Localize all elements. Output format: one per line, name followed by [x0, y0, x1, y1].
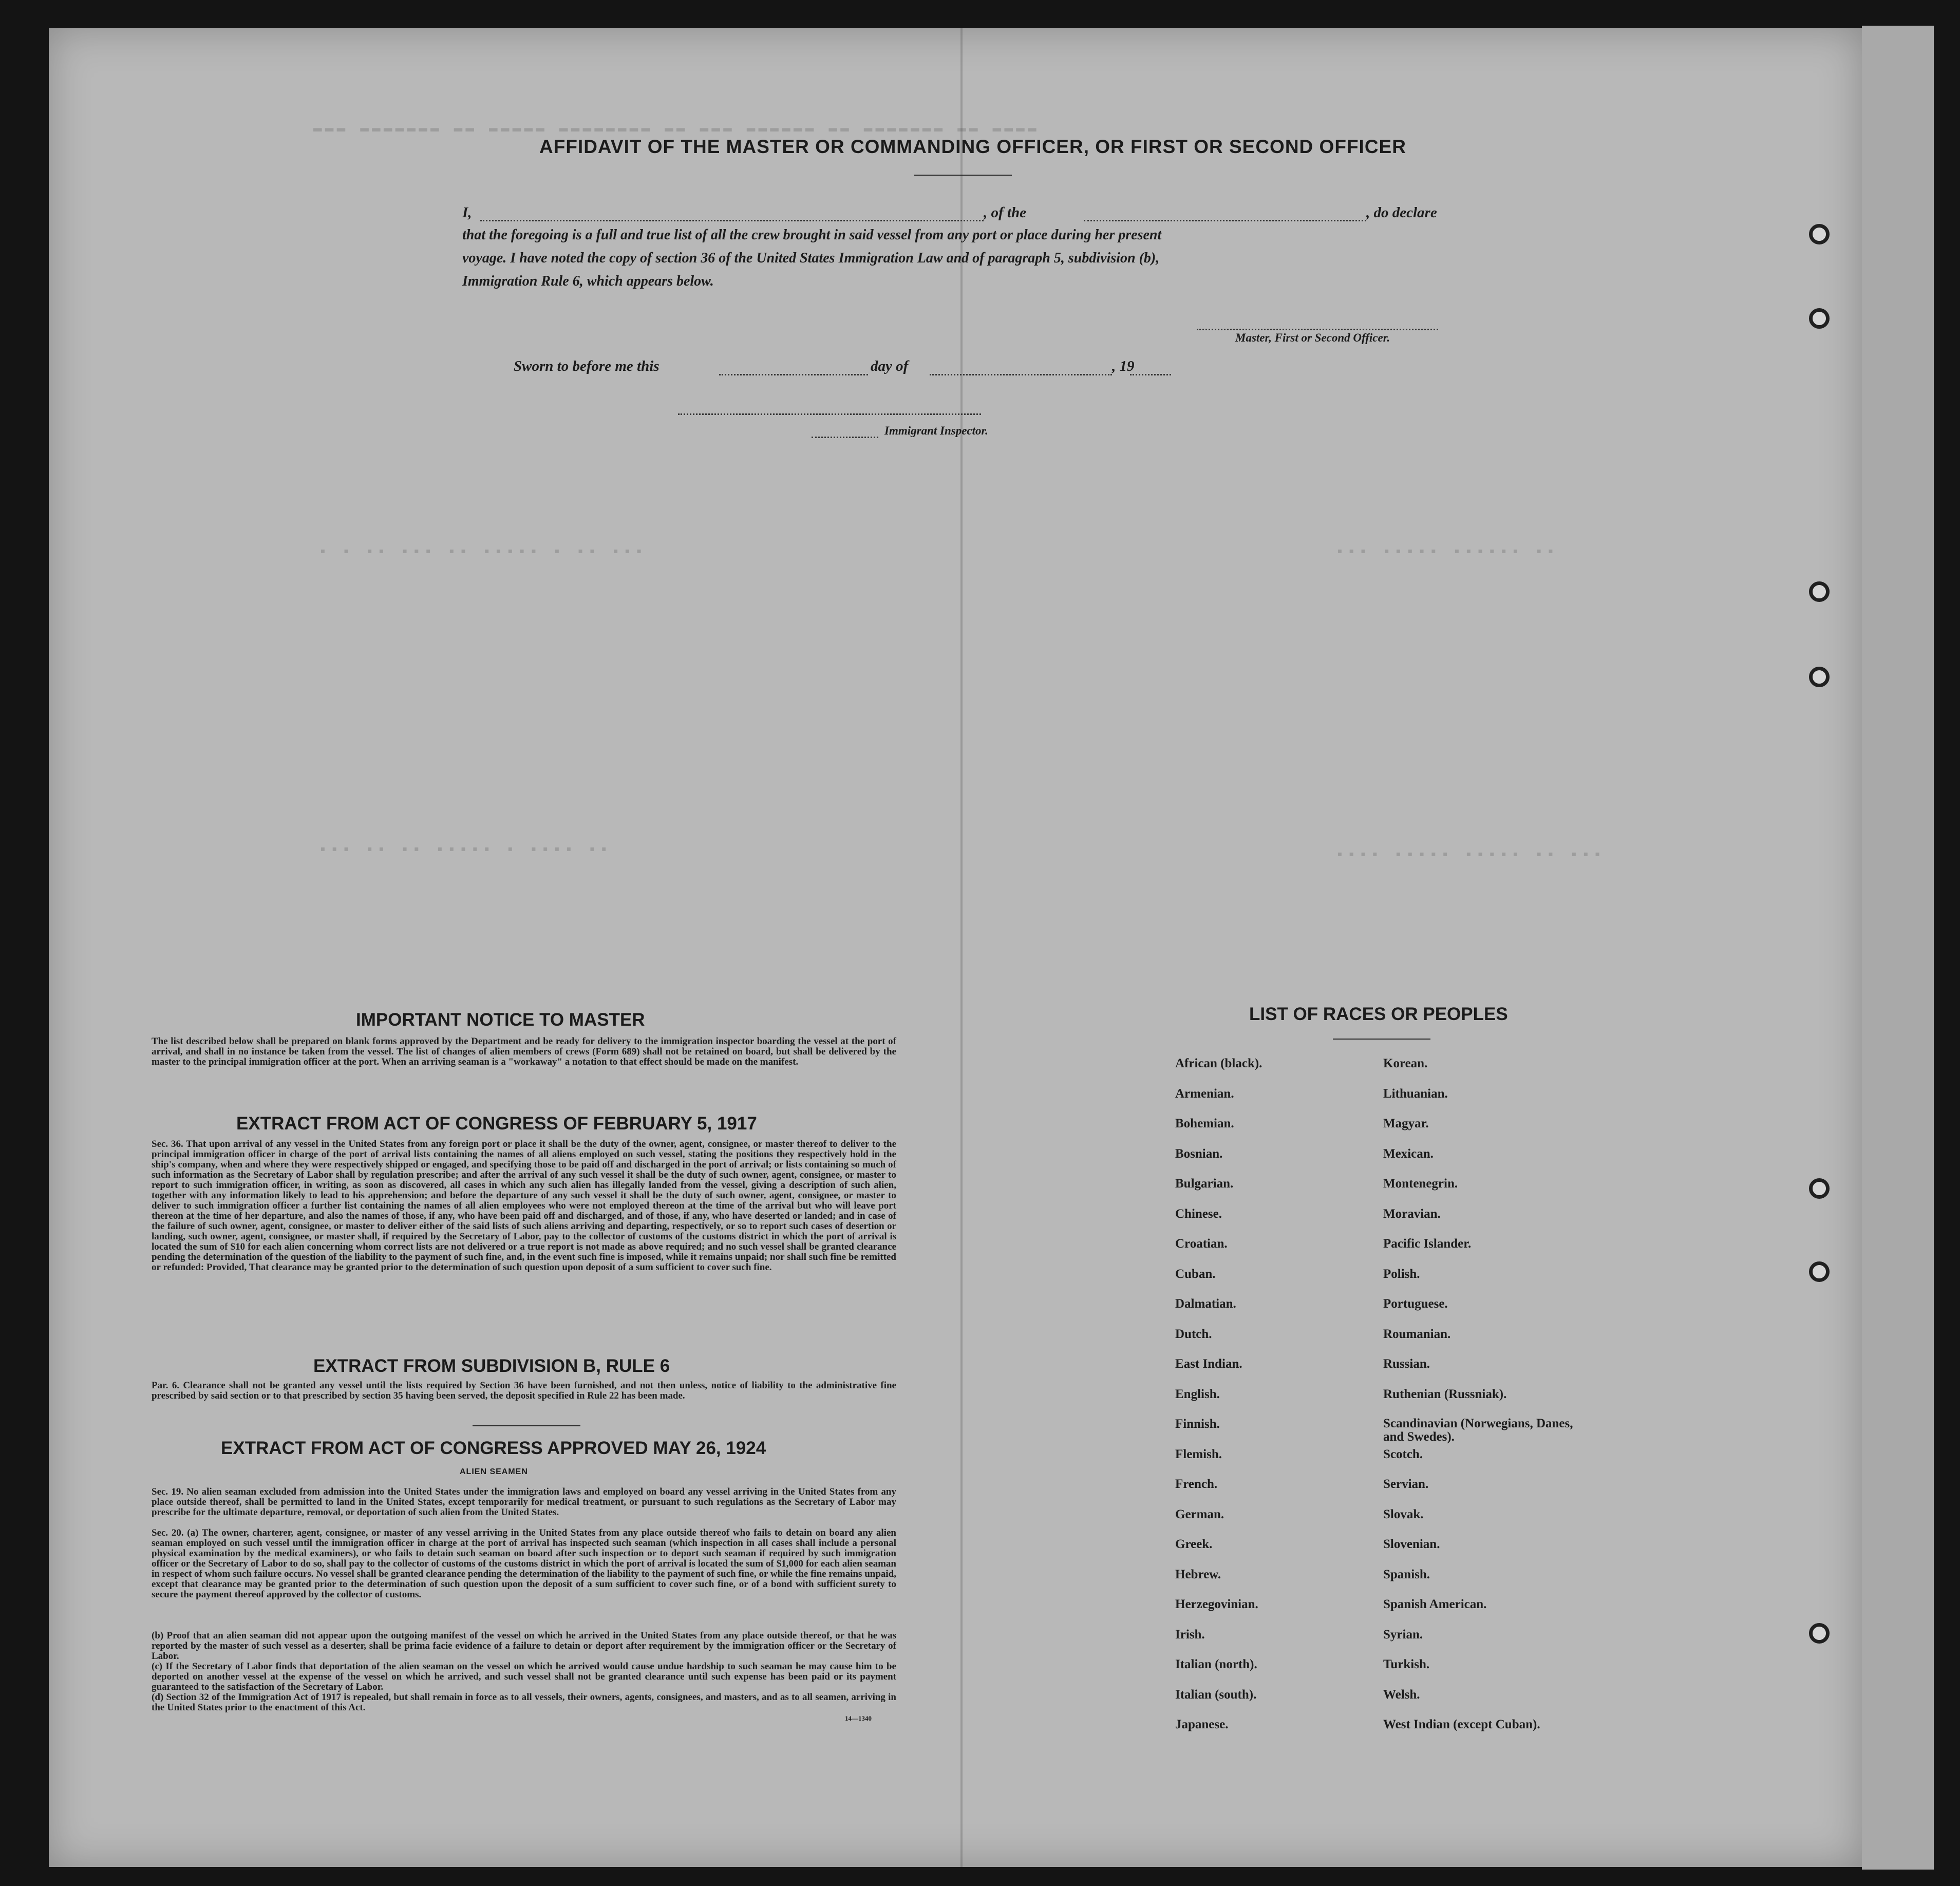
race-item: Moravian. — [1383, 1206, 1441, 1221]
race-item: Pacific Islander. — [1383, 1237, 1472, 1251]
races-title-underline — [1333, 1039, 1430, 1040]
race-item: Russian. — [1383, 1357, 1430, 1371]
race-item: Polish. — [1383, 1267, 1420, 1281]
race-item: Greek. — [1175, 1537, 1213, 1551]
affidavit-line-2: voyage. I have noted the copy of section 36 of the United States Immigration Law and of paragraph 5, subdivision (b), — [462, 250, 1160, 266]
title-underline — [914, 175, 1012, 176]
race-item: Hebrew. — [1175, 1567, 1221, 1581]
bleed-through-header: ▬▬▬ ▬▬▬▬▬▬▬ ▬▬ ▬▬▬▬▬ ▬▬▬▬▬▬▬▬ ▬▬ ▬▬▬ ▬▬▬▬▬▬ ▬▬ ▬▬▬▬▬▬▬ ▬▬ ▬▬▬▬ — [313, 121, 1040, 137]
inspector-caption: Immigrant Inspector. — [884, 424, 988, 437]
rule6-text: Par. 6. Clearance shall not be granted any vessel until the lists required by Section 36 have been furnished, and not then unless, notice of liability to the administrative fine prescribed by said section or to that prescribed by section 35 having been served, the deposit specified in Rule 22 has been made. — [152, 1380, 896, 1401]
signature-caption: Master, First or Second Officer. — [1235, 331, 1390, 344]
punch-hole — [1809, 1261, 1830, 1282]
race-item: Armenian. — [1175, 1086, 1234, 1101]
race-item: Scandinavian (Norwegians, Danes, and Swedes). — [1383, 1417, 1573, 1444]
signature-blank[interactable] — [1197, 329, 1438, 330]
race-item: Ruthenian (Russniak). — [1383, 1387, 1507, 1401]
race-item: English. — [1175, 1387, 1220, 1401]
rule6-title: EXTRACT FROM SUBDIVISION B, RULE 6 — [313, 1356, 670, 1376]
section-divider — [473, 1425, 580, 1426]
sec20c-text: (c) If the Secretary of Labor finds that deportation of the alien seaman on the vessel on which he arrived would cause undue hardship to such seaman he may cause him to be deported on another vessel at the expense of the vessel on which he arrived, and such vessel shall not be granted clearance until such expense has been paid or its payment guaranteed to the satisfaction of the Secretary of Labor. — [152, 1661, 896, 1692]
race-item: Bulgarian. — [1175, 1177, 1234, 1191]
affidavit-line-3: Immigration Rule 6, which appears below. — [462, 273, 714, 289]
bleed-through-row: ▪▪▪▪ ▪▪▪▪▪ ▪▪▪▪▪ ▪▪ ▪▪▪ — [1335, 847, 1605, 863]
race-item: Irish. — [1175, 1627, 1205, 1642]
race-item: Servian. — [1383, 1477, 1429, 1491]
race-item: Montenegrin. — [1383, 1177, 1458, 1191]
race-item: Spanish. — [1383, 1567, 1430, 1581]
extract-1924-subtitle: ALIEN SEAMEN — [460, 1467, 528, 1476]
races-title: LIST OF RACES OR PEOPLES — [1249, 1004, 1508, 1024]
race-item: Welsh. — [1383, 1687, 1420, 1702]
do-declare-label: , do declare — [1366, 204, 1437, 221]
punch-hole — [1809, 581, 1830, 602]
race-item: Korean. — [1383, 1057, 1428, 1070]
race-item: Italian (north). — [1175, 1657, 1257, 1671]
race-item: Lithuanian. — [1383, 1086, 1448, 1101]
race-item: East Indian. — [1175, 1357, 1242, 1371]
race-item: Slovenian. — [1383, 1537, 1440, 1551]
race-item: Italian (south). — [1175, 1687, 1257, 1702]
affidavit-line-1: that the foregoing is a full and true list of all the crew brought in said vessel from any port or place during her present — [462, 227, 1162, 243]
day-of-label: day of — [871, 358, 909, 374]
sec20a-text: Sec. 20. (a) The owner, charterer, agent, consignee, or master of any vessel arriving in the United States from any place outside thereof who fails to detain on board any alien seaman employed on such vessel until the immigration officer in charge at the port of arrival has inspected such seaman (which inspection in all cases shall include a personal physical examination by the medical examiners), or who fails to detain such seaman on board after such inspection or to deport such seaman if required by such immigration officer or the Secretary of Labor to do so, shall pay to the collector of customs of the customs district in which the port of arrival is located the sum of $1,000 for each alien seaman in respect of whom such failure occurs. No vessel shall be granted clearance pending the determination of the liability to the payment of such fine, or while the fine remains unpaid, except that clearance may be granted prior to the determination of such question upon the deposit of a sum sufficient to cover such fine, or of a bond with sufficient surety to secure the payment thereof approved by the collector of customs. — [152, 1527, 896, 1600]
race-item: Cuban. — [1175, 1267, 1216, 1281]
extract-1924-title: EXTRACT FROM ACT OF CONGRESS APPROVED MAY 26, 1924 — [221, 1438, 766, 1458]
race-item: Dalmatian. — [1175, 1297, 1236, 1311]
race-item: Magyar. — [1383, 1117, 1429, 1130]
of-the-label: , of the — [984, 204, 1026, 221]
vessel-blank[interactable] — [1084, 220, 1366, 221]
punch-hole — [1809, 667, 1830, 687]
form-number: 14—1340 — [845, 1714, 872, 1722]
year-prefix: , 19 — [1112, 358, 1135, 374]
sec20b-text: (b) Proof that an alien seaman did not appear upon the outgoing manifest of the vessel on which he arrived in the United States from any place outside thereof, or that he was reported by the master of such vessel as a deserter, shall be prima facie evidence of a failure to detain or deport after requirement by the immigration officer or the Secretary of Labor. — [152, 1630, 896, 1662]
race-item: Dutch. — [1175, 1327, 1212, 1341]
race-item: Japanese. — [1175, 1718, 1229, 1731]
sec19-text: Sec. 19. No alien seaman excluded from admission into the United States under the immigration laws and employed on board any vessel arriving in the United States from any place outside thereof, shall be permitted to land in the United States, except temporarily for medical treatment, or pursuant to such regulations as the Secretary of Labor may prescribe for the ultimate departure, removal, or deportation of such alien from the United States. — [152, 1486, 896, 1518]
bleed-through-row: ▪▪▪ ▪▪▪▪▪ ▪▪▪▪▪▪ ▪▪ — [1335, 544, 1558, 560]
sworn-month-blank[interactable] — [930, 374, 1112, 375]
adjacent-page-edge — [1862, 26, 1934, 1870]
name-blank[interactable] — [480, 220, 984, 221]
race-item: Portuguese. — [1383, 1297, 1448, 1311]
race-item: Bosnian. — [1175, 1146, 1223, 1161]
race-item: Bohemian. — [1175, 1117, 1234, 1130]
punch-hole — [1809, 224, 1830, 244]
page-fold — [960, 28, 963, 1867]
affidavit-i-label: I, — [462, 204, 472, 221]
sworn-label: Sworn to before me this — [514, 358, 659, 374]
sec20d-text: (d) Section 32 of the Immigration Act of 1917 is repealed, but shall remain in force as to all vessels, their owners, agents, consignees, and masters, and as to all seamen, arriving in the United States prior to the enactment of this Act. — [152, 1692, 896, 1713]
race-item: Slovak. — [1383, 1507, 1424, 1521]
race-item: Scotch. — [1383, 1447, 1423, 1461]
affidavit-title: AFFIDAVIT OF THE MASTER OR COMMANDING OFFICER, OR FIRST OR SECOND OFFICER — [539, 136, 1406, 157]
punch-hole — [1809, 1623, 1830, 1644]
punch-hole — [1809, 308, 1830, 329]
race-item: Flemish. — [1175, 1447, 1222, 1461]
race-item: Herzegovinian. — [1175, 1597, 1258, 1611]
race-item: German. — [1175, 1507, 1224, 1521]
race-item: Mexican. — [1383, 1146, 1434, 1161]
notice-text: The list described below shall be prepared on blank forms approved by the Department and be ready for delivery to the immigration inspector boarding the vessel at the port of arrival, and shall in no instance be taken from the vessel. The list of changes of alien members of crews (Form 689) shall not be retained on board, but shall be delivered by the master to the principal immigration officer at the port. When an arriving seaman is a "workaway" a notation to that effect should be made on the manifest. — [152, 1036, 896, 1067]
extract-1917-text: Sec. 36. That upon arrival of any vessel in the United States from any foreign port or place it shall be the duty of the owner, agent, consignee, or master thereof to deliver to the principal immigration officer in charge of the port of arrival lists containing the names of all aliens employed on such vessel, stating the positions they respectively hold in the ship's company, when and where they were respectively shipped or engaged, and specifying those to be paid off and discharged in the port of arrival; or lists containing so much of such information as the Secretary of Labor shall by regulation prescribe; and after the arrival of any such vessel it shall be the duty of such owner, agent, consignee, or master to report to such immigration officer, in writing, as soon as discovered, all cases in which any such alien has illegally landed from the vessel, giving a description of such alien, together with any information likely to lead to his apprehension; and before the departure of any such vessel it shall be the duty of such owner, agent, consignee, or master to deliver to such immigration officer a further list containing the names of all alien employees who were not employed thereon at the time of the arrival but who will leave port thereon at the time of her departure, and also the names of those, if any, who have been paid off and discharged, and of those, if any, who have deserted or landed; and in case of the failure of such owner, agent, consignee, or master to deliver either of the said lists of such aliens arriving and departing, respectively, or so to report such cases of desertion or landing, such owner, agent, consignee, or master shall, if required by the Secretary of Labor, pay to the collector of customs of the customs district in which the port of arrival is located the sum of $10 for each alien concerning whom correct lists are not delivered or a true report is not made as above required; and no such vessel shall be granted clearance pending the determination of the question of the liability to the payment of such fine, and, in the event such fine is imposed, while it remains unpaid; nor shall such fine be remitted or refunded: Provided, That clearance may be granted prior to the determination of such question upon deposit of a sum sufficient to cover such fine. — [152, 1139, 896, 1273]
race-item: African (black). — [1175, 1057, 1262, 1070]
punch-hole — [1809, 1178, 1830, 1199]
inspector-blank[interactable] — [678, 413, 981, 415]
race-item: Croatian. — [1175, 1237, 1228, 1251]
race-item: French. — [1175, 1477, 1218, 1491]
race-item: Spanish American. — [1383, 1597, 1487, 1611]
notice-title: IMPORTANT NOTICE TO MASTER — [356, 1010, 645, 1030]
race-item: Finnish. — [1175, 1417, 1220, 1431]
bleed-through-row: ▪▪▪ ▪▪ ▪▪ ▪▪▪▪▪ ▪ ▪▪▪▪ ▪▪ — [318, 842, 612, 858]
bleed-through-row: ▪ ▪ ▪▪ ▪▪▪ ▪▪ ▪▪▪▪▪ ▪ ▪▪ ▪▪▪ — [318, 544, 647, 560]
extract-1917-title: EXTRACT FROM ACT OF CONGRESS OF FEBRUARY 5, 1917 — [236, 1114, 757, 1134]
race-item: Chinese. — [1175, 1206, 1222, 1221]
sworn-year-blank[interactable] — [1130, 374, 1171, 375]
race-item: Roumanian. — [1383, 1327, 1451, 1341]
race-item: Turkish. — [1383, 1657, 1430, 1671]
sworn-day-blank[interactable] — [719, 374, 868, 375]
inspector-blank-short — [812, 437, 878, 438]
race-item: Syrian. — [1383, 1627, 1423, 1642]
race-item: West Indian (except Cuban). — [1383, 1718, 1540, 1731]
